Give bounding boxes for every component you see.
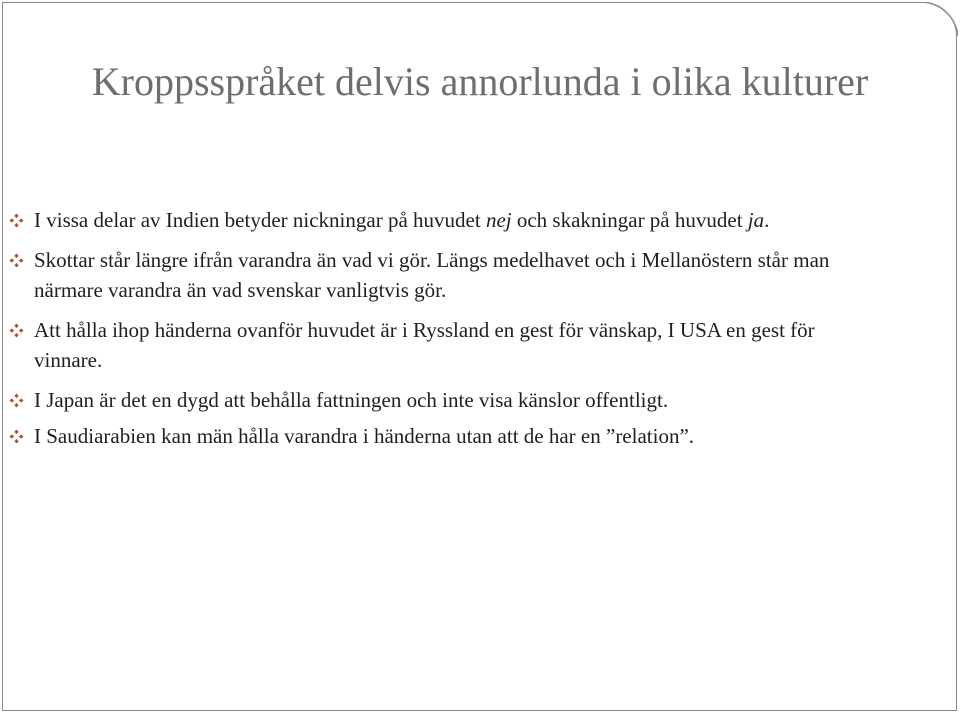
bullet-item-russia [8,315,888,375]
diamond-bullet-icon [9,429,24,444]
diamond-bullet-icon [9,213,24,228]
diamond-bullet-icon [9,393,24,408]
bullet-text-after: . [764,208,770,232]
bullet-text: Att hålla ihop händerna ovanför huvudet är i Ryssland en gest för vänskap, I USA en gest för vinnare. [34,318,815,372]
diamond-bullet-icon [9,253,24,268]
bullet-text: I Japan är det en dygd att behålla fattningen och inte visa känslor offentligt. [34,388,669,412]
diamond-bullet-icon [9,323,24,338]
slide-title: Kroppsspråket delvis annorlunda i olika kulturer [91,59,869,104]
emphasis-nej: nej [485,208,512,232]
bullet-text: Skottar står längre ifrån varandra än vad vi gör. Längs medelhavet och i Mellanöstern står man närmare varandra än vad svenskar vanligtvis gör. [34,248,830,302]
page-curl-corner-icon [924,2,958,36]
bullet-item-scotland [8,245,888,305]
bullet-item-india [8,205,888,235]
bullet-item-saudi-arabia [8,421,888,451]
bullet-item-japan [8,385,888,415]
bullet-text-before: I vissa delar av Indien betyder nickningar på huvudet [34,208,486,232]
bullet-text: I Saudiarabien kan män hålla varandra i händerna utan att de har en ”relation”. [34,424,695,448]
bullet-text-middle: och skakningar på huvudet [511,208,748,232]
emphasis-ja: ja [747,208,765,232]
bullet-list [8,205,888,461]
